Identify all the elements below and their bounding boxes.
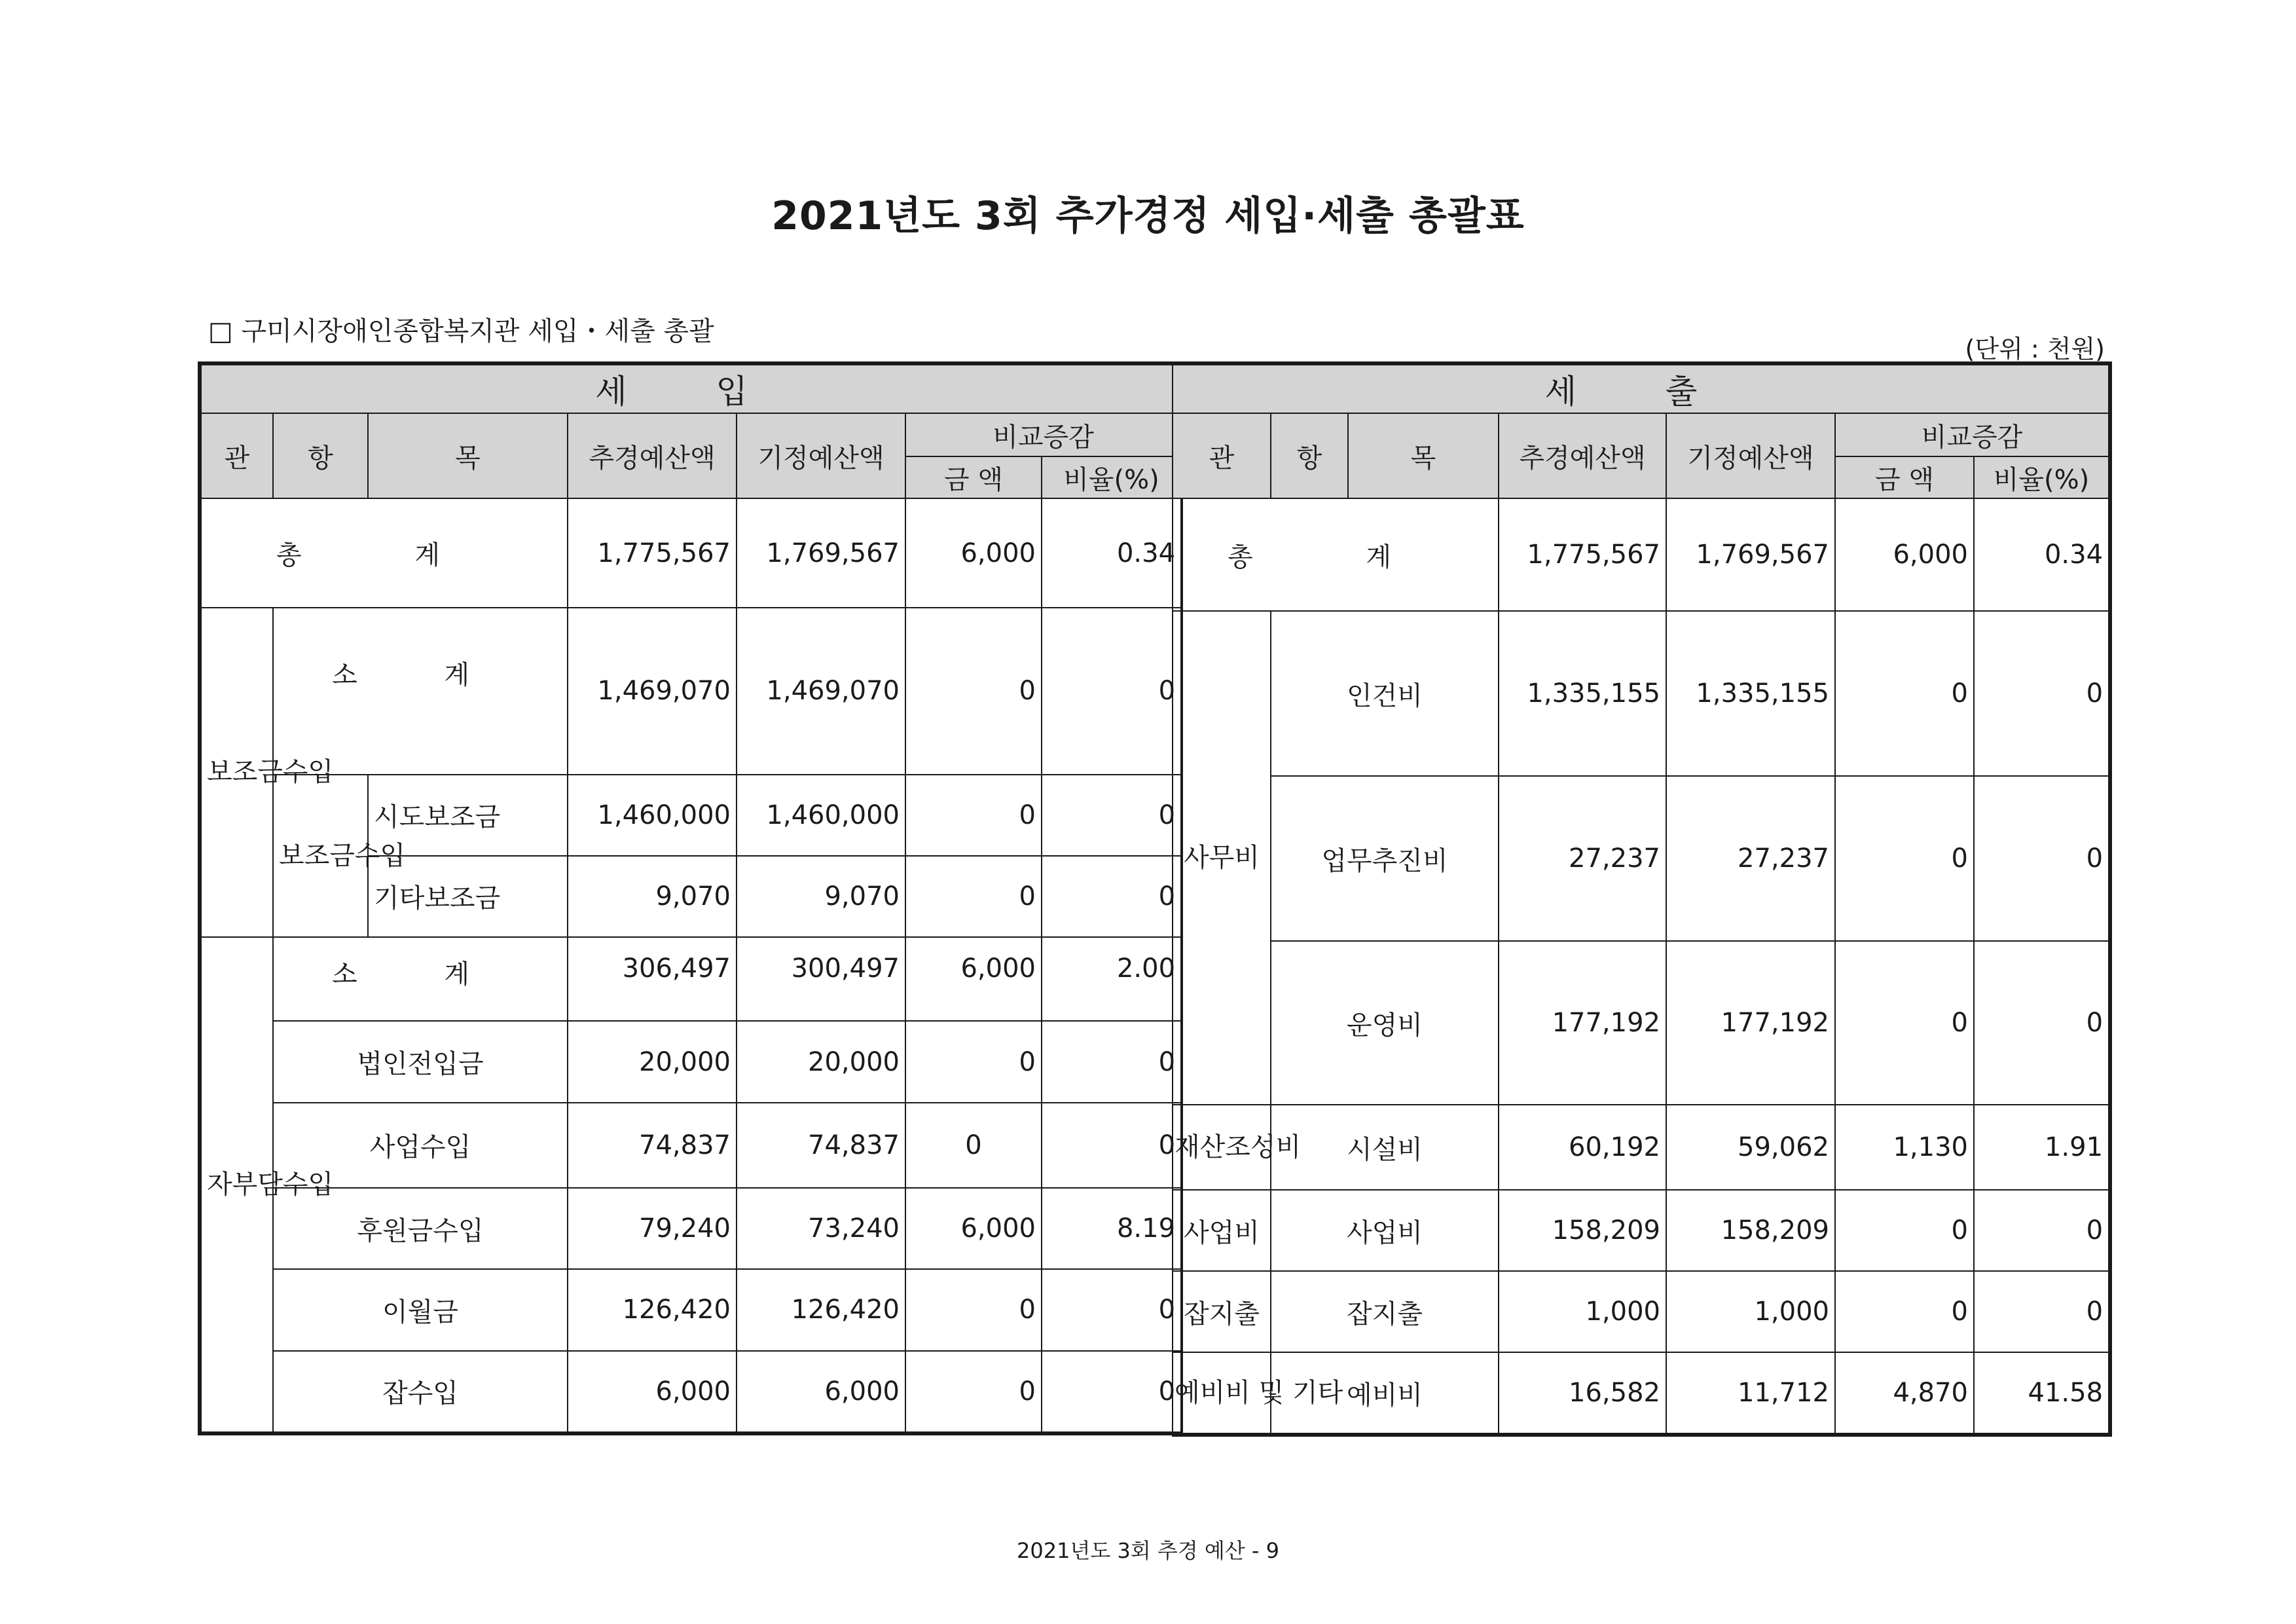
row-ratio: 0 <box>1974 776 2110 941</box>
row-revised: 16,582 <box>1499 1352 1666 1435</box>
row-revised: 74,837 <box>568 1103 737 1188</box>
subsidy-gwan: 보조금수입 <box>200 608 273 937</box>
row-revised: 60,192 <box>1499 1105 1666 1190</box>
row-ratio: 0 <box>1042 856 1182 937</box>
row-ratio: 0 <box>1042 1351 1182 1433</box>
row-amount: 0 <box>1835 611 1974 776</box>
row-existing: 6,000 <box>737 1351 905 1433</box>
table-row <box>1173 941 2110 1105</box>
table-row <box>200 1188 1182 1269</box>
row-revised: 79,240 <box>568 1188 737 1269</box>
subsidy-subtotal-amount: 0 <box>905 608 1042 775</box>
row-amount: 0 <box>905 1021 1042 1102</box>
row-label: 사업수입 <box>273 1103 568 1188</box>
row-ratio: 41.58 <box>1974 1352 2110 1435</box>
row-amount: 0 <box>1835 776 1974 941</box>
row-amount: 4,870 <box>1835 1352 1974 1435</box>
row-existing: 177,192 <box>1666 941 1835 1105</box>
row-existing: 158,209 <box>1666 1190 1835 1271</box>
row-label: 잡수입 <box>273 1351 568 1433</box>
row-gwan: 예비비 및 기타 <box>1173 1352 1271 1435</box>
existing-header: 기정예산액 <box>737 413 905 498</box>
hang-header: 항 <box>1271 413 1348 498</box>
revenue-table <box>198 361 1183 1435</box>
subsidy-subtotal-existing: 1,469,070 <box>737 608 905 775</box>
row-revised: 1,000 <box>1499 1271 1666 1352</box>
existing-header: 기정예산액 <box>1666 413 1835 498</box>
row-existing: 126,420 <box>737 1269 905 1350</box>
row-revised: 1,460,000 <box>568 775 737 856</box>
self-subtotal-existing: 300,497 <box>737 937 905 1021</box>
table-row <box>1173 1105 2110 1190</box>
table-row <box>200 775 1182 856</box>
table-row <box>200 1351 1182 1433</box>
table-row <box>200 1103 1182 1188</box>
subsidy-subtotal-label: 소 계 <box>273 608 568 775</box>
expense-total-row <box>1173 498 2110 611</box>
self-subtotal-revised: 306,497 <box>568 937 737 1021</box>
row-revised: 9,070 <box>568 856 737 937</box>
subsidy-subtotal-row <box>200 608 1182 775</box>
mok-header: 목 <box>368 413 568 498</box>
row-label: 잡지출 <box>1271 1271 1499 1352</box>
total-ratio: 0.34 <box>1974 498 2110 611</box>
self-subtotal-label: 소 계 <box>273 937 568 1021</box>
mok-header: 목 <box>1348 413 1499 498</box>
subsidy-hang: 보조금수입 <box>273 775 368 938</box>
amount-header: 금 액 <box>905 456 1042 498</box>
row-existing: 1,335,155 <box>1666 611 1835 776</box>
self-gwan: 자부담수입 <box>200 937 273 1433</box>
row-existing: 9,070 <box>737 856 905 937</box>
row-label: 사업비 <box>1271 1190 1499 1271</box>
row-existing: 11,712 <box>1666 1352 1835 1435</box>
row-label: 후원금수입 <box>273 1188 568 1269</box>
row-existing: 1,000 <box>1666 1271 1835 1352</box>
total-revised: 1,775,567 <box>1499 498 1666 611</box>
self-subtotal-row <box>200 937 1182 1021</box>
row-revised: 6,000 <box>568 1351 737 1433</box>
row-label: 운영비 <box>1271 941 1499 1105</box>
row-existing: 74,837 <box>737 1103 905 1188</box>
row-amount: 0 <box>905 1269 1042 1350</box>
table-row <box>1173 776 2110 941</box>
row-label: 인건비 <box>1271 611 1499 776</box>
subsidy-subtotal-ratio: 0 <box>1042 608 1182 775</box>
total-amount: 6,000 <box>905 498 1042 607</box>
office-gwan: 사무비 <box>1173 611 1271 1105</box>
row-existing: 20,000 <box>737 1021 905 1102</box>
row-ratio: 0 <box>1974 1271 2110 1352</box>
total-existing: 1,769,567 <box>1666 498 1835 611</box>
table-row <box>1173 1352 2110 1435</box>
total-amount: 6,000 <box>1835 498 1974 611</box>
revenue-band-header: 세 입 <box>200 363 1182 413</box>
row-gwan: 재산조성비 <box>1173 1105 1271 1190</box>
row-amount: 0 <box>905 856 1042 937</box>
total-label: 총 계 <box>200 498 568 607</box>
row-ratio: 0 <box>1974 611 2110 776</box>
row-ratio: 0 <box>1974 1190 2110 1271</box>
row-label: 법인전입금 <box>273 1021 568 1102</box>
table-row <box>1173 1190 2110 1271</box>
row-gwan: 잡지출 <box>1173 1271 1271 1352</box>
row-revised: 27,237 <box>1499 776 1666 941</box>
row-label: 예비비 <box>1271 1352 1499 1435</box>
row-existing: 1,460,000 <box>737 775 905 856</box>
ratio-header: 비율(%) <box>1974 456 2110 498</box>
row-revised: 1,335,155 <box>1499 611 1666 776</box>
row-amount: 0 <box>905 1103 1042 1188</box>
row-ratio: 0 <box>1042 1103 1182 1188</box>
row-ratio: 1.91 <box>1974 1105 2110 1190</box>
row-amount: 0 <box>1835 941 1974 1105</box>
expense-table <box>1172 361 2112 1437</box>
row-existing: 73,240 <box>737 1188 905 1269</box>
row-mok: 시도보조금 <box>368 775 568 856</box>
row-gwan: 사업비 <box>1173 1190 1271 1271</box>
row-amount: 1,130 <box>1835 1105 1974 1190</box>
row-amount: 0 <box>1835 1190 1974 1271</box>
ratio-header: 비율(%) <box>1042 456 1182 498</box>
hang-header: 항 <box>273 413 368 498</box>
total-existing: 1,769,567 <box>737 498 905 607</box>
row-ratio: 0 <box>1042 1021 1182 1102</box>
table-row <box>1173 611 2110 776</box>
revenue-total-row <box>200 498 1182 607</box>
page-title: 2021년도 3회 추가경정 세입·세출 총괄표 <box>771 193 1525 239</box>
gwan-header: 관 <box>200 413 273 498</box>
row-revised: 20,000 <box>568 1021 737 1102</box>
compare-header: 비교증감 <box>905 413 1182 456</box>
self-subtotal-ratio: 2.00 <box>1042 937 1182 1021</box>
row-mok: 기타보조금 <box>368 856 568 937</box>
expense-band-header: 세 출 <box>1173 363 2110 413</box>
table-row <box>1173 1271 2110 1352</box>
table-row <box>200 1021 1182 1102</box>
compare-header: 비교증감 <box>1835 413 2110 456</box>
row-amount: 0 <box>905 775 1042 856</box>
row-amount: 0 <box>1835 1271 1974 1352</box>
subsidy-subtotal-revised: 1,469,070 <box>568 608 737 775</box>
row-existing: 59,062 <box>1666 1105 1835 1190</box>
row-revised: 177,192 <box>1499 941 1666 1105</box>
row-existing: 27,237 <box>1666 776 1835 941</box>
revised-header: 추경예산액 <box>1499 413 1666 498</box>
total-label: 총 계 <box>1173 498 1499 611</box>
table-row <box>200 1269 1182 1350</box>
self-subtotal-amount: 6,000 <box>905 937 1042 1021</box>
row-label: 이월금 <box>273 1269 568 1350</box>
section-subtitle: □ 구미시장애인종합복지관 세입・세출 총괄 <box>208 316 714 346</box>
row-label: 업무추진비 <box>1271 776 1499 941</box>
row-ratio: 0 <box>1974 941 2110 1105</box>
row-revised: 158,209 <box>1499 1190 1666 1271</box>
row-ratio: 8.19 <box>1042 1188 1182 1269</box>
row-ratio: 0 <box>1042 775 1182 856</box>
unit-label: (단위 : 천원) <box>1965 335 2105 363</box>
total-revised: 1,775,567 <box>568 498 737 607</box>
amount-header: 금 액 <box>1835 456 1974 498</box>
row-amount: 0 <box>905 1351 1042 1433</box>
page-footer: 2021년도 3회 추경 예산 - 9 <box>1017 1538 1279 1563</box>
total-ratio: 0.34 <box>1042 498 1182 607</box>
gwan-header: 관 <box>1173 413 1271 498</box>
row-revised: 126,420 <box>568 1269 737 1350</box>
revised-header: 추경예산액 <box>568 413 737 498</box>
row-amount: 6,000 <box>905 1188 1042 1269</box>
row-label: 시설비 <box>1271 1105 1499 1190</box>
row-ratio: 0 <box>1042 1269 1182 1350</box>
